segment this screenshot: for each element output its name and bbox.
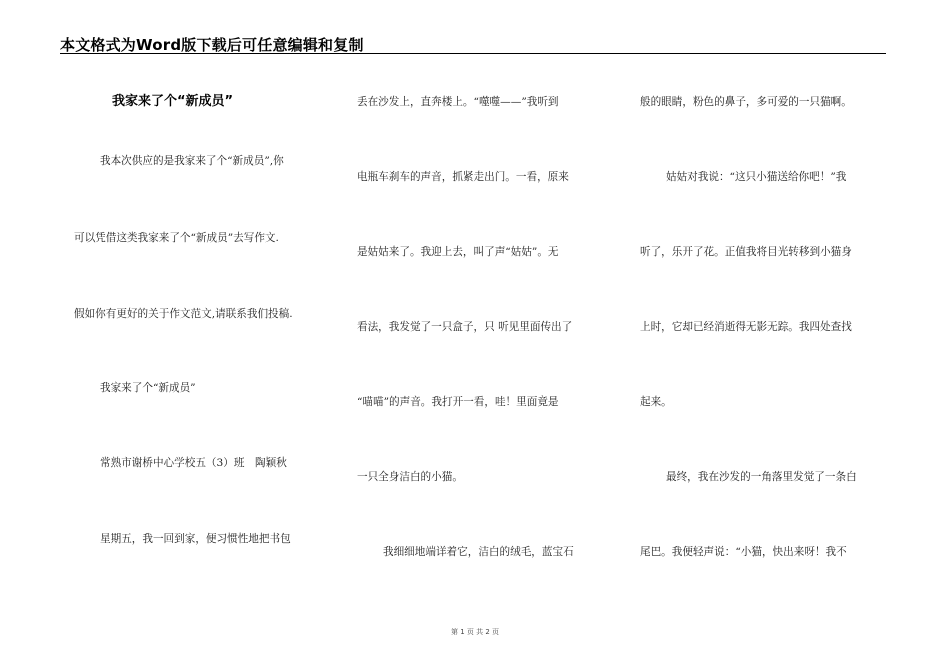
text-line: 我本次供应的是我家来了个“新成员”,你 [100,155,284,167]
page-number: 第 1 页 共 2 页 [450,628,500,636]
text-line: 星期五，我一回到家，便习惯性地把书包 [100,533,291,545]
text-line: 最终，我在沙发的一角落里发觉了一条白 [666,471,857,483]
text-line: 般的眼睛，粉色的鼻子，多可爱的一只猫啊。 [640,96,852,108]
text-line: 是姑姑来了。我迎上去，叫了声“姑姑”。无 [357,246,559,258]
text-column-3 [640,80,890,600]
text-column-1 [74,80,324,600]
text-line: “喵喵”的声音。我打开一看，哇！里面竟是 [357,396,559,408]
text-line: 假如你有更好的关于作文范文,请联系我们投稿. [74,308,293,320]
text-line: 电瓶车刹车的声音，抓紧走出门。一看，原来 [357,171,569,183]
header-title: 本文格式为Word版下载后可任意编辑和复制 [60,36,364,54]
text-line: 看法，我发觉了一只盒子，只 听见里面传出了 [357,321,573,333]
document-title: 我家来了个“新成员” [112,94,234,109]
header-rule [60,53,886,54]
text-line: 上时，它却已经消逝得无影无踪。我四处查找 [640,321,852,333]
text-line: 起来。 [640,396,672,408]
text-line: 尾巴。我便轻声说：“小猫，快出来呀！我不 [640,546,847,558]
text-column-2 [357,80,607,600]
text-line: 一只全身洁白的小猫。 [357,471,463,483]
text-line: 可以凭借这类我家来了个“新成员”去写作文. [74,232,279,244]
text-line: 听了，乐开了花。正值我将目光转移到小猫身 [640,246,852,258]
text-line: 姑姑对我说：“这只小猫送给你吧！”我 [666,171,847,183]
text-line: 我细细地端详着它，洁白的绒毛，蓝宝石 [383,546,574,558]
text-line: 丢在沙发上，直奔楼上。“噬噬——”我听到 [357,96,559,108]
text-line: 我家来了个“新成员” [100,382,196,394]
text-line: 常熟市谢桥中心学校五（3）班 陶颖秋 [100,457,287,469]
